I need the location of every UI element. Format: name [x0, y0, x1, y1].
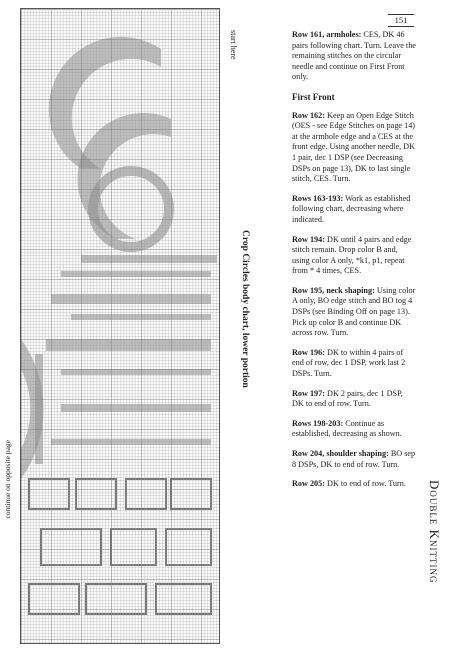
instructions — [292, 30, 416, 499]
chart-caption: Crop Circles body chart, lower portion — [240, 230, 250, 388]
instruction-block — [292, 286, 416, 339]
row-label: Row 205: — [292, 479, 325, 489]
row-label: Rows 163-193: — [292, 193, 344, 203]
row-text: DK to within 4 pairs of end of row, dec 1 DSP, work last 2 DSPs. Turn. — [292, 347, 406, 379]
instruction-block — [292, 389, 416, 410]
row-text: DK until 4 pairs and edge stitch remain. Drop color B and, using color A only, *k1, p1, repeat from * 4 times, CES. — [292, 234, 412, 276]
row-text: DK 2 pairs, dec 1 DSP, DK to end of row. Turn. — [292, 388, 403, 409]
chart-grid — [21, 9, 219, 643]
instruction-block — [292, 419, 416, 440]
row-text: CES, DK 46 pairs following chart. Turn. Leave the remaining stitches on the circular needle and continue on First Front only. — [292, 30, 416, 82]
row-text: Continue as established, decreasing as shown. — [292, 418, 402, 439]
row-label: Row 196: — [292, 347, 325, 357]
row-label: Row 162: — [292, 110, 325, 120]
continue-label: continue on opposite page — [3, 440, 12, 519]
knitting-chart — [20, 8, 220, 644]
row-text: DK to end of row. Turn. — [324, 479, 406, 489]
row-label: Row 194: — [292, 234, 325, 244]
start-here-label: start here — [229, 30, 238, 60]
row-label: Row 197: — [292, 388, 325, 398]
row-text: BO sep 8 DSPs, DK to end of row. Turn. — [292, 449, 416, 469]
row-label: Row 161, armholes: — [292, 30, 362, 39]
page-number: 151 — [388, 14, 414, 27]
section-title: Double Knitting — [427, 480, 442, 584]
instruction-block — [292, 235, 416, 277]
row-label: Row 204, shoulder shaping: — [292, 449, 389, 458]
instruction-block — [292, 449, 416, 470]
row-label: Row 195, neck shaping: — [292, 285, 375, 295]
coarse-grid — [21, 9, 219, 643]
first-front-heading: First Front — [292, 91, 335, 102]
row-text: Using color A only, BO edge stitch and BO tog 4 DSPs (see Binding Off on page 13). Pick up color B and continue DK across row. Turn. — [292, 285, 416, 338]
instruction-block — [292, 30, 416, 83]
row-text: Work as established following chart, decreasing where indicated. — [292, 193, 411, 224]
instruction-block — [292, 194, 416, 226]
row-text: Keep an Open Edge Stitch (OES - see Edge Stitches on page 14) at the armhole edge and a CES at the front edge. Using another needle, DK 1 pair, dec 1 DSP (see Decreasing DSPs on page 13), DK to last single stitch, CES. Turn. — [292, 110, 416, 184]
instruction-block — [292, 111, 416, 185]
row-label: Rows 198-203: — [292, 418, 344, 428]
instruction-block — [292, 479, 416, 490]
instruction-block — [292, 348, 416, 380]
